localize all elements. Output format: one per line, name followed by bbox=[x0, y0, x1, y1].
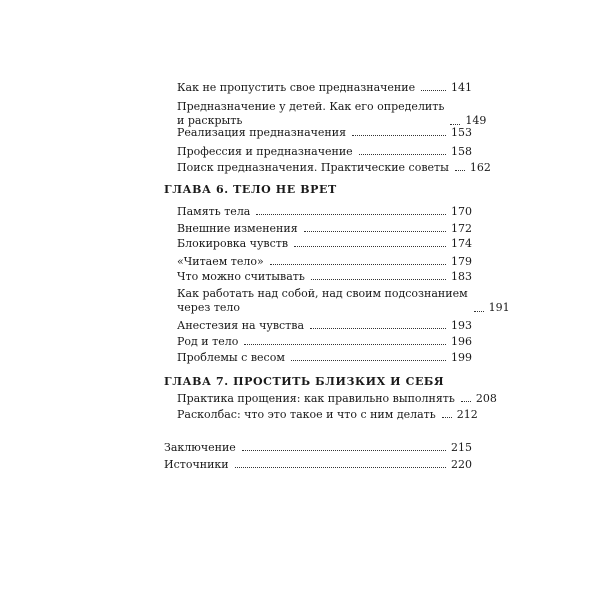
toc-entry-title bbox=[177, 100, 444, 128]
dot-leader bbox=[442, 417, 452, 418]
toc-entry bbox=[177, 255, 472, 269]
toc-entry bbox=[177, 351, 472, 365]
dot-leader bbox=[256, 214, 446, 215]
toc-entry-page: 215 bbox=[451, 441, 472, 454]
toc-entry-page: 196 bbox=[451, 335, 472, 348]
toc-entry bbox=[177, 126, 472, 140]
toc-entry-title: Источники bbox=[164, 458, 229, 471]
toc-entry bbox=[177, 161, 491, 175]
toc-entry bbox=[177, 270, 472, 284]
dot-leader bbox=[310, 328, 446, 329]
toc-entry-title bbox=[177, 287, 468, 315]
dot-leader bbox=[461, 401, 471, 402]
dot-leader bbox=[421, 90, 446, 91]
toc-entry-title: Практика прощения: как правильно выполнять bbox=[177, 392, 455, 405]
dot-leader bbox=[311, 279, 446, 280]
toc-entry bbox=[164, 441, 472, 455]
toc-entry-title: Расколбас: что это такое и что с ним делать bbox=[177, 408, 436, 421]
dot-leader bbox=[242, 450, 446, 451]
toc-entry-page: 220 bbox=[451, 458, 472, 471]
toc-entry-title: Анестезия на чувства bbox=[177, 319, 305, 332]
toc-entry bbox=[177, 392, 497, 406]
dot-leader bbox=[235, 467, 446, 468]
toc-entry-page: 149 bbox=[465, 114, 487, 127]
dot-leader bbox=[294, 246, 446, 247]
toc-entry-page: 174 bbox=[451, 237, 472, 250]
toc-entry bbox=[177, 287, 510, 315]
dot-leader bbox=[352, 135, 446, 136]
toc-entry-page: 183 bbox=[451, 270, 472, 283]
toc-entry-page: 191 bbox=[488, 301, 510, 314]
dot-leader bbox=[270, 264, 446, 265]
toc-entry-title: Внешние изменения bbox=[177, 222, 298, 235]
toc-entry bbox=[177, 100, 487, 128]
toc-entry-page: 199 bbox=[451, 351, 472, 364]
toc-entry bbox=[164, 458, 472, 472]
toc-entry-title: «Читаем тело» bbox=[177, 255, 264, 268]
dot-leader bbox=[455, 170, 465, 171]
toc-entry-page: 162 bbox=[469, 161, 491, 174]
toc-entry-page: 179 bbox=[451, 255, 472, 268]
toc-entry-title-line2: через тело bbox=[177, 301, 241, 314]
toc-entry-page: 170 bbox=[451, 205, 472, 218]
toc-entry bbox=[177, 319, 472, 333]
dot-leader bbox=[291, 360, 446, 361]
toc-entry-title: Заключение bbox=[164, 441, 236, 454]
toc-entry-title: Род и тело bbox=[177, 335, 239, 348]
toc-entry bbox=[177, 222, 472, 236]
toc-entry-title-line1: Как работать над собой, над своим подсознанием bbox=[177, 287, 468, 300]
toc-entry-page: 153 bbox=[451, 126, 472, 139]
toc-entry-page: 212 bbox=[456, 408, 478, 421]
toc-entry-title: Поиск предназначения. Практические советы bbox=[177, 161, 449, 174]
toc-entry-title-line2: и раскрыть bbox=[177, 114, 243, 127]
toc-entry-title: Реализация предназначения bbox=[177, 126, 347, 139]
toc-entry-page: 193 bbox=[451, 319, 472, 332]
toc-entry-title: Профессия и предназначение bbox=[177, 145, 353, 158]
dot-leader bbox=[304, 231, 446, 232]
dot-leader bbox=[359, 154, 446, 155]
toc-entry-title: Как не пропустить свое предназначение bbox=[177, 81, 416, 94]
dot-leader bbox=[474, 311, 484, 312]
toc-entry bbox=[177, 145, 472, 159]
toc-entry-page: 208 bbox=[475, 392, 497, 405]
toc-entry-title: Память тела bbox=[177, 205, 251, 218]
toc-entry-page: 172 bbox=[451, 222, 472, 235]
toc-entry bbox=[177, 408, 478, 422]
toc-entry-title: Что можно считывать bbox=[177, 270, 305, 283]
toc-entry bbox=[177, 81, 472, 95]
dot-leader bbox=[450, 124, 460, 125]
toc-entry-page: 158 bbox=[451, 145, 472, 158]
dot-leader bbox=[244, 344, 446, 345]
toc-entry-page: 141 bbox=[451, 81, 472, 94]
toc-entry bbox=[177, 237, 472, 251]
chapter-heading: ГЛАВА 6. ТЕЛО НЕ ВРЕТ bbox=[164, 183, 337, 196]
chapter-heading: ГЛАВА 7. ПРОСТИТЬ БЛИЗКИХ И СЕБЯ bbox=[164, 375, 445, 388]
toc-entry bbox=[177, 205, 472, 219]
toc-entry-title: Блокировка чувств bbox=[177, 237, 289, 250]
toc-entry-title-line1: Предназначение у детей. Как его определить bbox=[177, 100, 445, 113]
toc-entry bbox=[177, 335, 472, 349]
toc-entry-title: Проблемы с весом bbox=[177, 351, 285, 364]
